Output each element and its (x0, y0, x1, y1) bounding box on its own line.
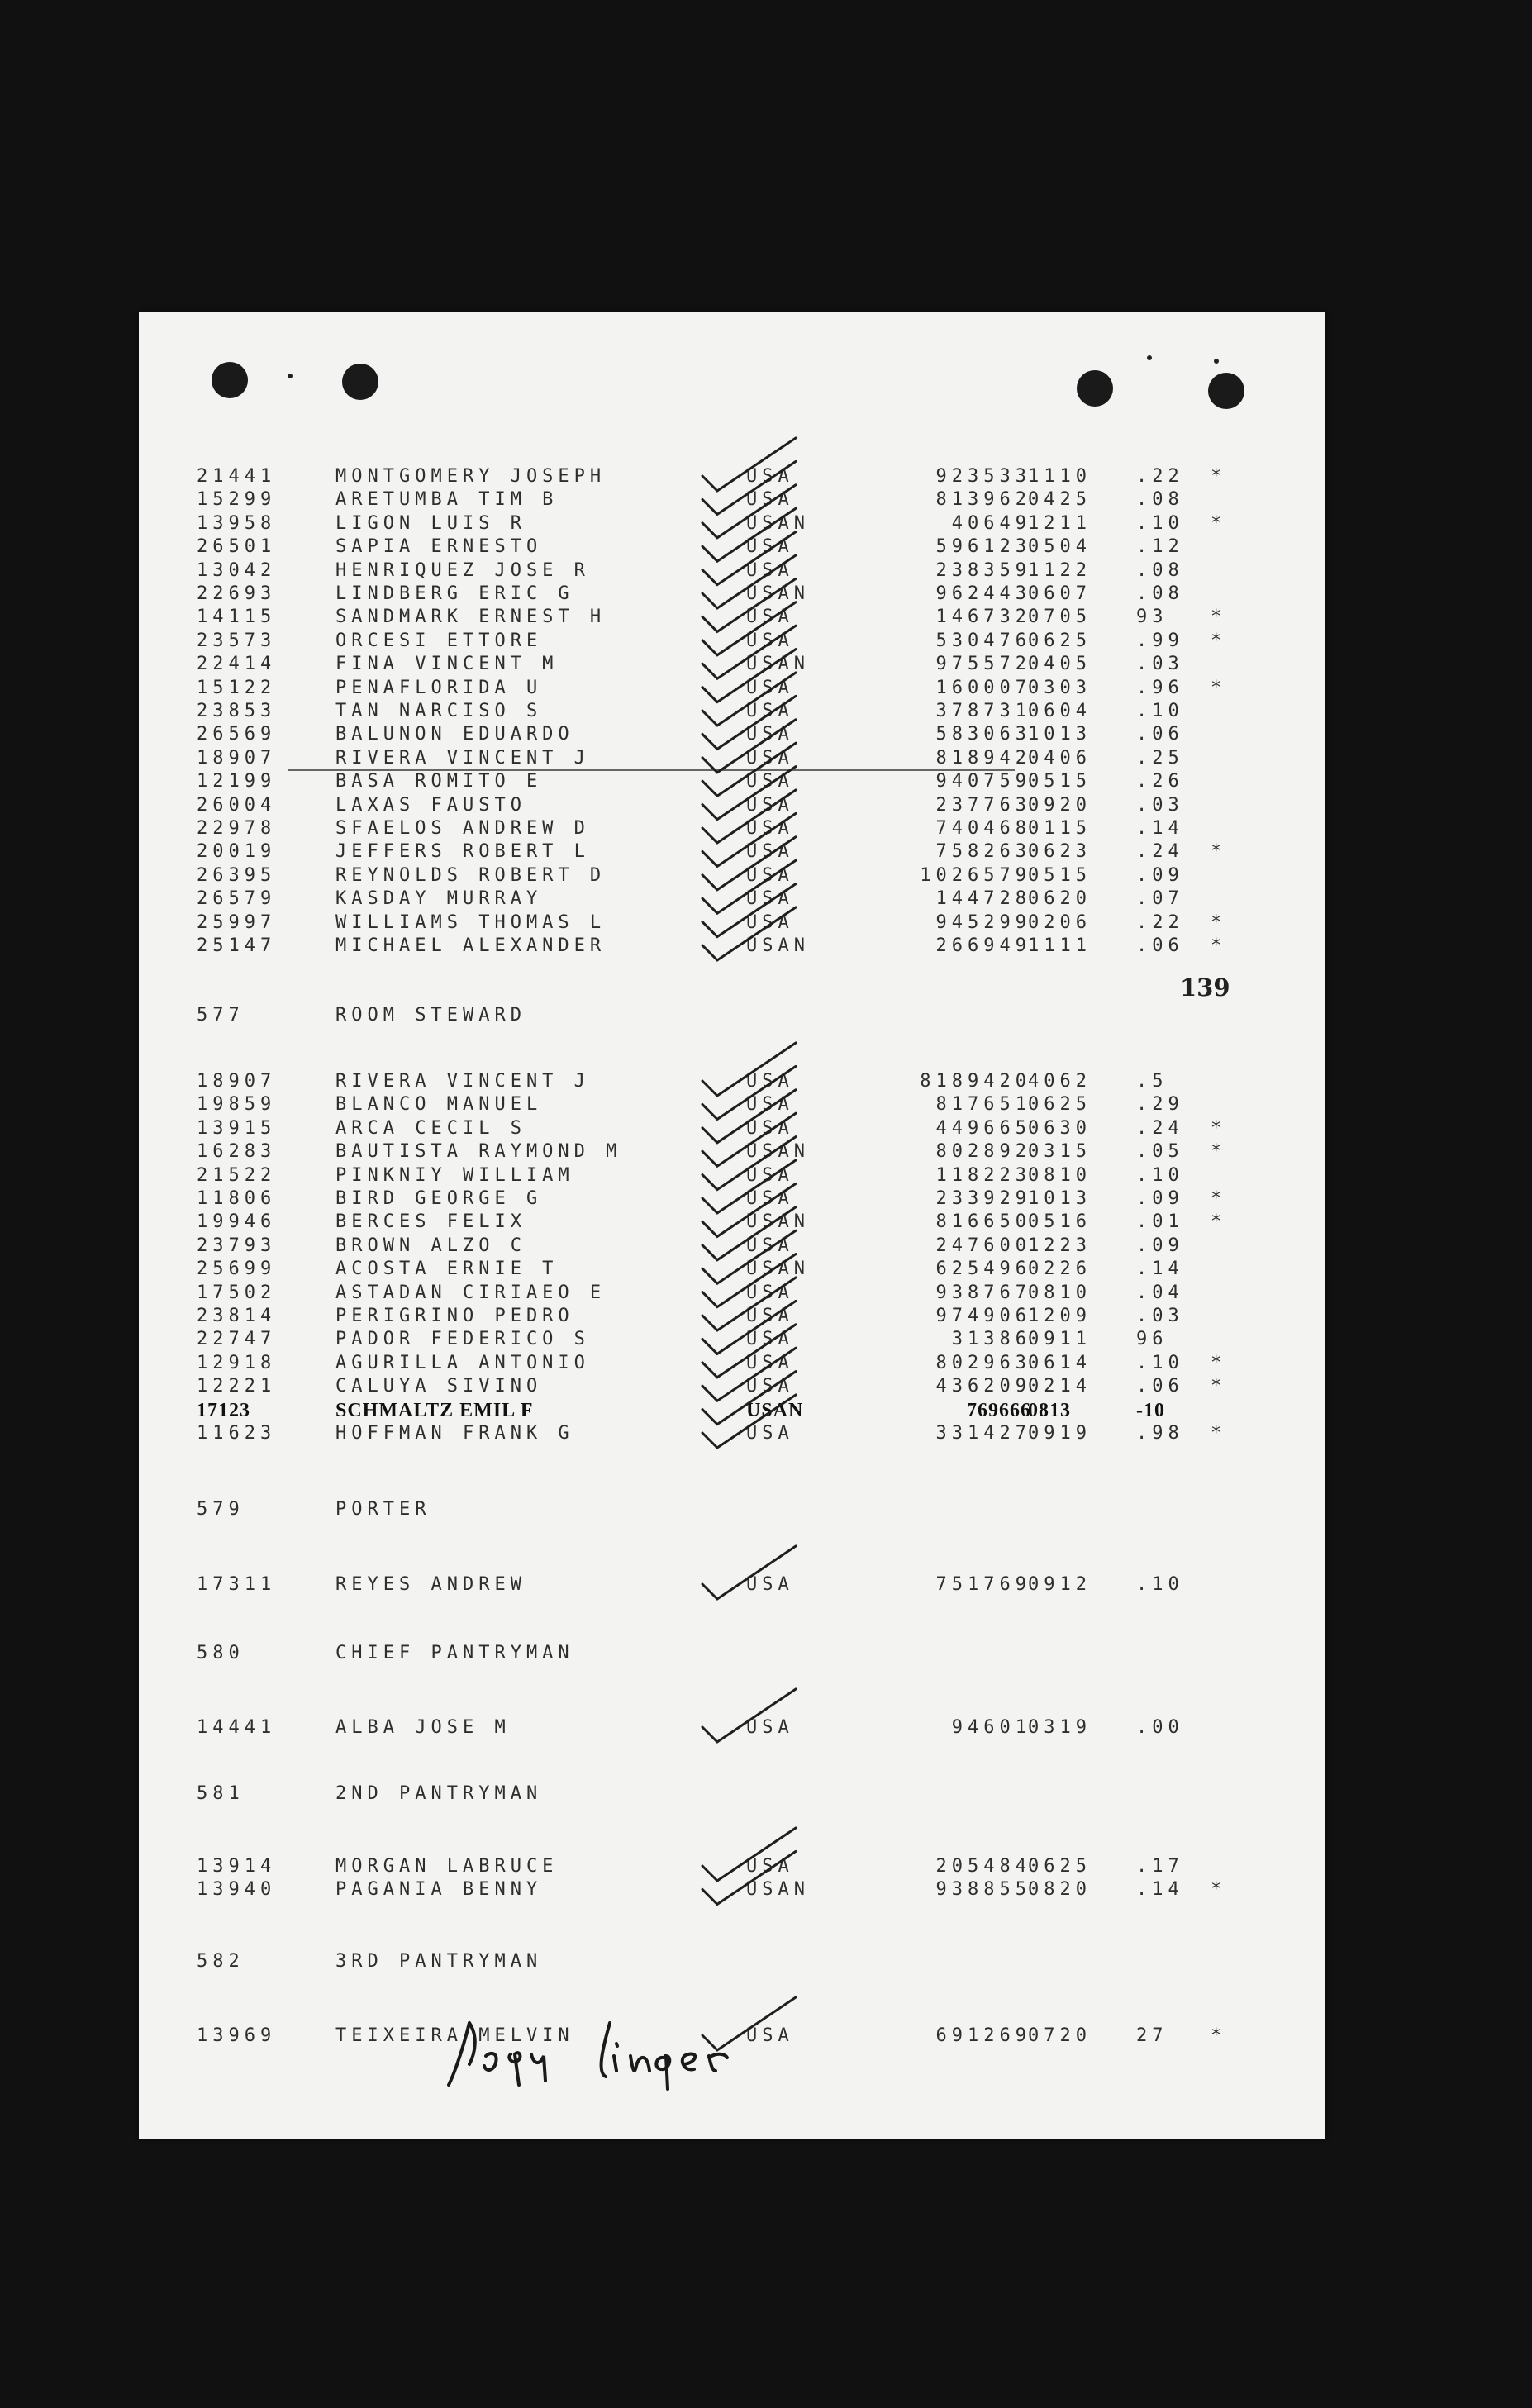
section-code: 582 (197, 1951, 245, 1972)
cell-num: 205484 (935, 1856, 1031, 1877)
cell-name: BALUNON EDUARDO (335, 724, 574, 745)
cell-star: * (1211, 512, 1227, 534)
cell-num: 449665 (935, 1117, 1031, 1139)
cell-code: 0720 (1028, 2025, 1092, 2046)
cell-nat: USAN (746, 512, 810, 534)
cell-name: BASA ROMITO E (335, 771, 543, 792)
cell-id: 23853 (197, 701, 277, 721)
cell-code: 0504 (1028, 536, 1092, 558)
cell-num: 94601 (951, 1717, 1031, 1738)
cell-id: 11623 (197, 1423, 277, 1444)
cell-name: LIGON LUIS R (335, 512, 526, 534)
cell-rate: .22 (1136, 911, 1184, 933)
cell-rate: .08 (1136, 489, 1184, 511)
cell-id: 26395 (197, 864, 277, 886)
cell-rate: .12 (1136, 536, 1184, 558)
cell-nat: USA (746, 2025, 794, 2046)
cell-code: 1223 (1028, 1235, 1092, 1256)
cell-rate: .03 (1136, 654, 1184, 675)
cell-name: REYNOLDS ROBERT D (335, 864, 607, 886)
cell-nat: USA (746, 1282, 794, 1303)
cell-code: 0226 (1028, 1259, 1092, 1280)
cell-rate: .09 (1136, 1235, 1184, 1256)
cell-num: 751769 (935, 1574, 1031, 1595)
cell-nat: USAN (746, 1879, 810, 1901)
cell-nat: USA (746, 864, 794, 886)
cell-rate: .99 (1136, 630, 1184, 651)
cell-id: 19946 (197, 1211, 277, 1233)
cell-code: 0912 (1028, 1574, 1092, 1595)
cell-rate: .07 (1136, 888, 1184, 910)
cell-code: 0405 (1028, 654, 1092, 675)
cell-name: PAGANIA BENNY (335, 1879, 543, 1901)
cell-id: 16283 (197, 1141, 277, 1163)
cell-nat: USA (746, 630, 794, 651)
cell-num: 583063 (935, 724, 1031, 745)
cell-num: 816650 (935, 1211, 1031, 1233)
cell-nat: USAN (746, 935, 810, 956)
cell-code: 0515 (1028, 771, 1092, 792)
cell-id: 15299 (197, 489, 277, 511)
document-page (139, 312, 1325, 2139)
cell-nat: USA (746, 1717, 794, 1738)
cell-name: HOFFMAN FRANK G (335, 1423, 574, 1444)
cell-code: 0425 (1028, 489, 1092, 511)
cell-name: TAN NARCISO S (335, 701, 543, 721)
cell-nat: USA (746, 818, 794, 839)
cell-rate: .14 (1136, 1879, 1184, 1901)
cell-num: 118223 (935, 1164, 1031, 1186)
cell-id: 22693 (197, 583, 277, 604)
cell-code: 1110 (1028, 466, 1092, 487)
cell-num: 691269 (935, 2025, 1031, 2046)
cell-num: 144728 (935, 888, 1031, 910)
cell-name: MICHAEL ALEXANDER (335, 935, 607, 956)
check-mark-icon (702, 1689, 796, 1742)
cell-nat: USA (746, 1117, 794, 1139)
cell-id: 21441 (197, 466, 277, 487)
cell-nat: USA (746, 466, 794, 487)
cell-code: 0919 (1028, 1423, 1092, 1444)
cell-num: 923533 (935, 466, 1031, 487)
cell-id: 17502 (197, 1282, 277, 1303)
cell-id: 25699 (197, 1259, 277, 1280)
cell-nat: USA (746, 1094, 794, 1116)
cell-id: 13940 (197, 1879, 277, 1901)
section-code: 581 (197, 1783, 245, 1804)
cell-rate: .14 (1136, 1259, 1184, 1280)
cell-code: 0206 (1028, 911, 1092, 933)
cell-star: * (1211, 841, 1227, 863)
cell-rate: .09 (1136, 1188, 1184, 1209)
cell-rate: 27 (1136, 2025, 1168, 2046)
cell-num: 813962 (935, 489, 1031, 511)
cell-code: 0115 (1028, 818, 1092, 839)
cell-id: 17311 (197, 1574, 277, 1595)
cell-name: FINA VINCENT M (335, 654, 559, 675)
cell-name: BROWN ALZO C (335, 1235, 526, 1256)
cell-rate: .10 (1136, 512, 1184, 534)
cell-num: 974906 (935, 1306, 1031, 1326)
cell-id: 12918 (197, 1352, 277, 1373)
cell-name: LAXAS FAUSTO (335, 794, 526, 816)
cell-name: HENRIQUEZ JOSE R (335, 559, 590, 581)
cell-nat: USA (746, 1329, 794, 1350)
cell-rate: .26 (1136, 771, 1184, 792)
cell-name: LINDBERG ERIC G (335, 583, 574, 604)
cell-code: 1013 (1028, 1188, 1092, 1209)
cell-star: * (1211, 2025, 1227, 2046)
cell-rate: .10 (1136, 1574, 1184, 1595)
cell-rate: .08 (1136, 583, 1184, 604)
section-code: 577 (197, 1005, 245, 1026)
cell-rate: -10 (1136, 1399, 1165, 1421)
cell-num: 237763 (935, 794, 1031, 816)
cell-nat: USAN (746, 1141, 810, 1163)
cell-nat: USA (746, 536, 794, 558)
cell-nat: USA (746, 1376, 794, 1397)
cell-id: 13914 (197, 1856, 277, 1877)
cell-rate: .06 (1136, 935, 1184, 956)
cell-code: 0214 (1028, 1376, 1092, 1397)
cell-code: 1209 (1028, 1306, 1092, 1326)
cell-name: JEFFERS ROBERT L (335, 841, 590, 863)
section-title: CHIEF PANTRYMAN (335, 1643, 574, 1663)
cell-code: 0516 (1028, 1211, 1092, 1233)
cell-nat: USA (746, 1856, 794, 1877)
cell-name: PINKNIY WILLIAM (335, 1164, 574, 1186)
cell-name: WILLIAMS THOMAS L (335, 911, 607, 933)
cell-code: 1122 (1028, 559, 1092, 581)
cell-rate: .06 (1136, 724, 1184, 745)
cell-rate: .17 (1136, 1856, 1184, 1877)
cell-name: CALUYA SIVINO (335, 1376, 543, 1397)
cell-num: 945299 (935, 911, 1031, 933)
cell-num: 40649 (951, 512, 1031, 534)
cell-rate: .03 (1136, 794, 1184, 816)
cell-star: * (1211, 1352, 1227, 1373)
cell-rate: .06 (1136, 1376, 1184, 1397)
cell-id: 12199 (197, 771, 277, 792)
cell-code: 4062 (1028, 1071, 1092, 1092)
section-title: 3RD PANTRYMAN (335, 1951, 543, 1972)
cell-rate: .00 (1136, 1717, 1184, 1738)
cell-rate: 96 (1136, 1329, 1168, 1350)
cell-num: 802892 (935, 1141, 1031, 1163)
cell-nat: USA (746, 559, 794, 581)
inspector-signature (436, 2006, 965, 2097)
cell-id: 21522 (197, 1164, 277, 1186)
cell-nat: USA (746, 1071, 794, 1092)
cell-nat: USA (746, 1188, 794, 1209)
cell-id: 22747 (197, 1329, 277, 1350)
cell-nat: USA (746, 771, 794, 792)
cell-nat: USAN (746, 1211, 810, 1233)
cell-code: 0315 (1028, 1141, 1092, 1163)
cell-rate: .10 (1136, 1352, 1184, 1373)
cell-nat: USAN (746, 1399, 804, 1421)
cell-nat: USA (746, 911, 794, 933)
cell-name: ASTADAN CIRIAEO E (335, 1282, 607, 1303)
cell-name: TEIXEIRA MELVIN (335, 2025, 574, 2046)
cell-num: 247600 (935, 1235, 1031, 1256)
section-title: PORTER (335, 1499, 431, 1520)
cell-rate: .96 (1136, 677, 1184, 698)
cell-code: 0813 (1028, 1399, 1071, 1421)
cell-num: 817651 (935, 1094, 1031, 1116)
cell-id: 13042 (197, 559, 277, 581)
cell-id: 20019 (197, 841, 277, 863)
cell-num: 975572 (935, 654, 1031, 675)
cell-name: SCHMALTZ EMIL F (335, 1399, 534, 1421)
cell-code: 0319 (1028, 1717, 1092, 1738)
cell-rate: .29 (1136, 1094, 1184, 1116)
cell-code: 0614 (1028, 1352, 1092, 1373)
cell-name: PERIGRINO PEDRO (335, 1306, 574, 1326)
cell-code: 0625 (1028, 630, 1092, 651)
cell-nat: USA (746, 1423, 794, 1444)
cell-num: 238359 (935, 559, 1031, 581)
cell-num: 802963 (935, 1352, 1031, 1373)
cell-rate: .01 (1136, 1211, 1184, 1233)
cell-nat: USA (746, 1574, 794, 1595)
cell-nat: USA (746, 607, 794, 628)
cell-rate: .10 (1136, 1164, 1184, 1186)
cell-rate: .25 (1136, 747, 1184, 769)
cell-num: 625496 (935, 1259, 1031, 1280)
cell-id: 23793 (197, 1235, 277, 1256)
cell-nat: USA (746, 724, 794, 745)
cell-num: 758263 (935, 841, 1031, 863)
cell-id: 11806 (197, 1188, 277, 1209)
cell-star: * (1211, 1211, 1227, 1233)
cell-code: 0623 (1028, 841, 1092, 863)
cell-code: 0810 (1028, 1282, 1092, 1303)
cell-nat: USA (746, 677, 794, 698)
cell-name: BERCES FELIX (335, 1211, 526, 1233)
cell-id: 18907 (197, 1071, 277, 1092)
cell-star: * (1211, 1188, 1227, 1209)
cell-num: 938855 (935, 1879, 1031, 1901)
cell-code: 0607 (1028, 583, 1092, 604)
cell-num: 436209 (935, 1376, 1031, 1397)
cell-star: * (1211, 1879, 1227, 1901)
cell-rate: .24 (1136, 1117, 1184, 1139)
cell-star: * (1211, 1117, 1227, 1139)
cell-name: AGURILLA ANTONIO (335, 1352, 590, 1373)
cell-name: SANDMARK ERNEST H (335, 607, 607, 628)
cell-code: 1013 (1028, 724, 1092, 745)
cell-id: 25147 (197, 935, 277, 956)
cell-id: 14115 (197, 607, 277, 628)
cell-num: 331427 (935, 1423, 1031, 1444)
cell-code: 0625 (1028, 1094, 1092, 1116)
cell-code: 1211 (1028, 512, 1092, 534)
cell-nat: USA (746, 489, 794, 511)
section-title: ROOM STEWARD (335, 1005, 526, 1026)
cell-code: 0920 (1028, 794, 1092, 816)
cell-nat: USA (746, 888, 794, 910)
cell-code: 0820 (1028, 1879, 1092, 1901)
cell-name: ARCA CECIL S (335, 1117, 526, 1139)
cell-num: 962443 (935, 583, 1031, 604)
cell-code: 0604 (1028, 701, 1092, 721)
cell-star: * (1211, 1141, 1227, 1163)
check-mark-icon (702, 438, 796, 491)
cell-code: 0515 (1028, 864, 1092, 886)
cell-id: 13958 (197, 512, 277, 534)
cell-id: 13915 (197, 1117, 277, 1139)
cell-id: 19859 (197, 1094, 277, 1116)
cell-num: 266949 (935, 935, 1031, 956)
cell-name: RIVERA VINCENT J (335, 1071, 590, 1092)
section-code: 580 (197, 1643, 245, 1663)
cell-name: SAPIA ERNESTO (335, 536, 543, 558)
cell-code: 0303 (1028, 677, 1092, 698)
cell-name: PENAFLORIDA U (335, 677, 543, 698)
cell-nat: USA (746, 1306, 794, 1326)
check-mark-icon (702, 1546, 796, 1599)
cell-star: * (1211, 466, 1227, 487)
cell-rate: 93 (1136, 607, 1168, 628)
cell-rate: .14 (1136, 818, 1184, 839)
section-code: 579 (197, 1499, 245, 1520)
cell-star: * (1211, 1423, 1227, 1444)
cell-nat: USAN (746, 1259, 810, 1280)
cell-rate: .03 (1136, 1306, 1184, 1326)
cell-id: 26004 (197, 794, 277, 816)
cell-code: 0630 (1028, 1117, 1092, 1139)
cell-name: MORGAN LABRUCE (335, 1856, 559, 1877)
cell-name: ARETUMBA TIM B (335, 489, 559, 511)
cell-nat: USA (746, 841, 794, 863)
cell-num: 8189420 (920, 1071, 1031, 1092)
cell-name: BAUTISTA RAYMOND M (335, 1141, 622, 1163)
check-mark-icon (702, 1828, 796, 1881)
cell-num: 160007 (935, 677, 1031, 698)
cell-num: 740468 (935, 818, 1031, 839)
cell-id: 22414 (197, 654, 277, 675)
cell-nat: USA (746, 1235, 794, 1256)
cell-star: * (1211, 630, 1227, 651)
check-marks-layer (139, 312, 1325, 2139)
cell-star: * (1211, 1376, 1227, 1397)
cell-id: 23814 (197, 1306, 277, 1326)
cell-code: 0625 (1028, 1856, 1092, 1877)
cell-id: 13969 (197, 2025, 277, 2046)
cell-rate: .08 (1136, 559, 1184, 581)
cell-num: 378731 (935, 701, 1031, 721)
cell-id: 26579 (197, 888, 277, 910)
cell-star: * (1211, 677, 1227, 698)
cell-id: 23573 (197, 630, 277, 651)
cell-num: 769666 (967, 1399, 1031, 1421)
cell-rate: .09 (1136, 864, 1184, 886)
cell-code: 0705 (1028, 607, 1092, 628)
cell-num: 1026579 (920, 864, 1031, 886)
cell-name: BLANCO MANUEL (335, 1094, 543, 1116)
cell-name: PADOR FEDERICO S (335, 1329, 590, 1350)
cell-name: ALBA JOSE M (335, 1717, 511, 1738)
cell-rate: .5 (1136, 1071, 1168, 1092)
cell-rate: .24 (1136, 841, 1184, 863)
cell-code: 0620 (1028, 888, 1092, 910)
cell-name: SFAELOS ANDREW D (335, 818, 590, 839)
cell-rate: .05 (1136, 1141, 1184, 1163)
cell-id: 18907 (197, 747, 277, 769)
page-number: 139 (1180, 973, 1230, 1002)
cell-name: KASDAY MURRAY (335, 888, 543, 910)
cell-nat: USA (746, 701, 794, 721)
cell-id: 26569 (197, 724, 277, 745)
cell-rate: .10 (1136, 701, 1184, 721)
cell-id: 17123 (197, 1399, 250, 1421)
cell-code: 0810 (1028, 1164, 1092, 1186)
cell-name: ORCESI ETTORE (335, 630, 543, 651)
cell-name: MONTGOMERY JOSEPH (335, 466, 607, 487)
cell-star: * (1211, 911, 1227, 933)
cell-id: 25997 (197, 911, 277, 933)
cell-nat: USAN (746, 654, 810, 675)
cell-rate: .98 (1136, 1423, 1184, 1444)
cell-code: 1111 (1028, 935, 1092, 956)
cell-num: 233929 (935, 1188, 1031, 1209)
cell-name: BIRD GEORGE G (335, 1188, 543, 1209)
cell-nat: USA (746, 1352, 794, 1373)
cell-num: 31386 (951, 1329, 1031, 1350)
cell-name: RIVERA VINCENT J (335, 747, 590, 769)
cell-code: 0911 (1028, 1329, 1092, 1350)
cell-num: 146732 (935, 607, 1031, 628)
check-mark-icon (702, 1043, 796, 1096)
cell-id: 22978 (197, 818, 277, 839)
cell-id: 26501 (197, 536, 277, 558)
cell-num: 938767 (935, 1282, 1031, 1303)
cell-num: 530476 (935, 630, 1031, 651)
cell-num: 940759 (935, 771, 1031, 792)
cell-id: 12221 (197, 1376, 277, 1397)
cell-nat: USAN (746, 583, 810, 604)
cell-star: * (1211, 935, 1227, 956)
cell-star: * (1211, 607, 1227, 628)
cell-nat: USA (746, 747, 794, 769)
section-title: 2ND PANTRYMAN (335, 1783, 543, 1804)
cell-nat: USA (746, 794, 794, 816)
cell-id: 14441 (197, 1717, 277, 1738)
cell-name: REYES ANDREW (335, 1574, 526, 1595)
cell-rate: .04 (1136, 1282, 1184, 1303)
cell-id: 15122 (197, 677, 277, 698)
cell-rate: .22 (1136, 466, 1184, 487)
cell-num: 818942 (935, 747, 1031, 769)
cell-num: 596123 (935, 536, 1031, 558)
cell-nat: USA (746, 1164, 794, 1186)
cell-code: 0406 (1028, 747, 1092, 769)
cell-name: ACOSTA ERNIE T (335, 1259, 559, 1280)
